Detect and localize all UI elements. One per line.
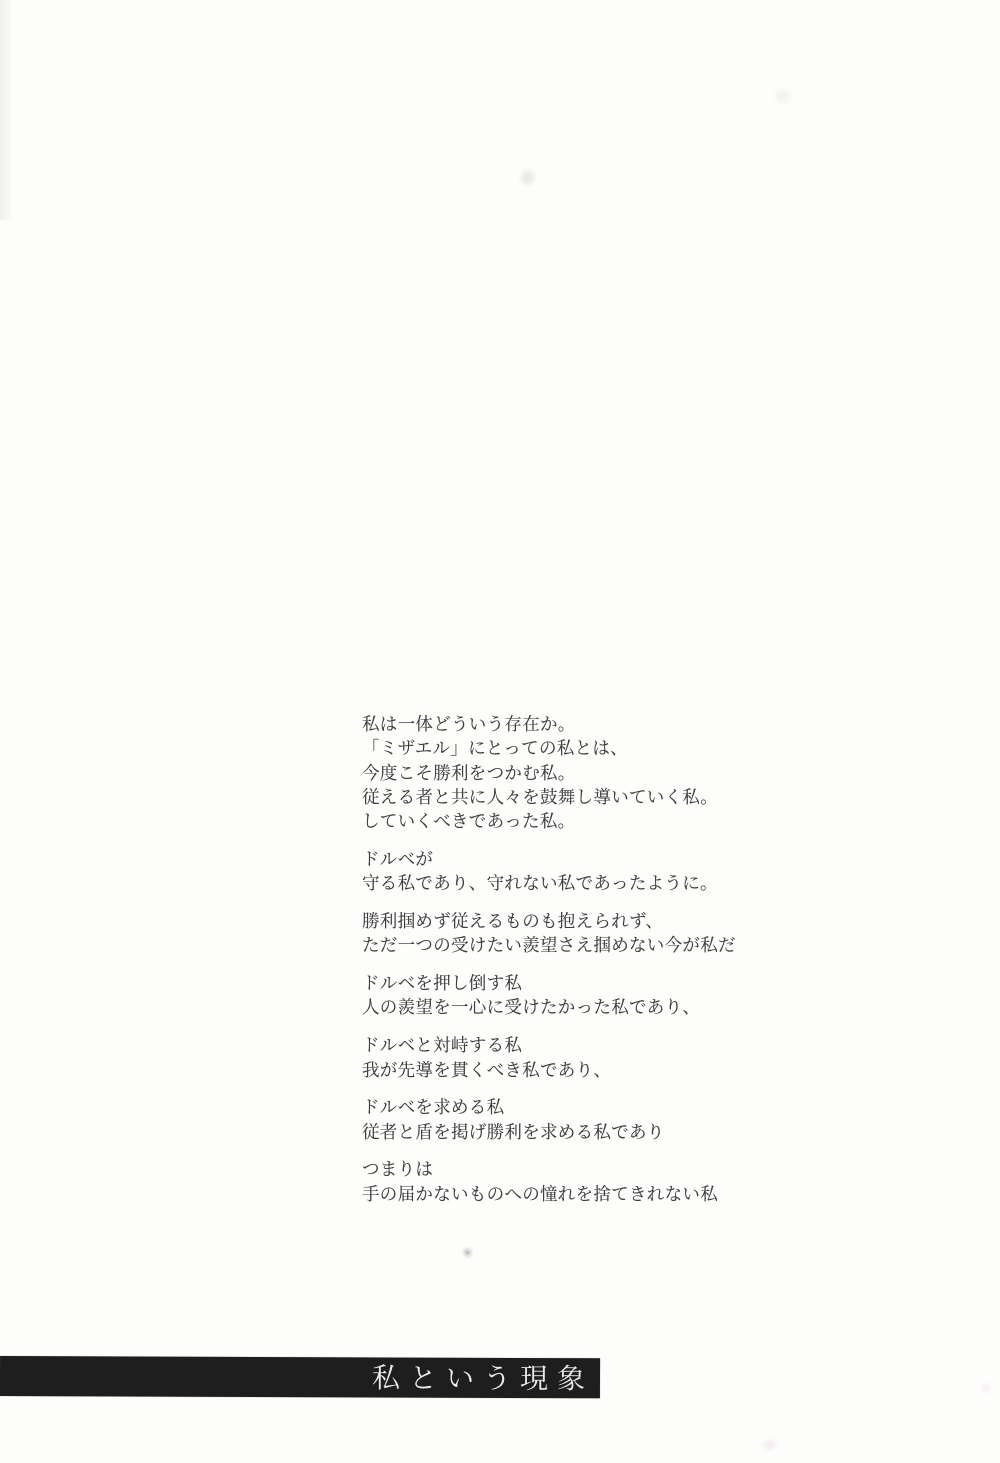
scan-edge-tint (0, 0, 14, 220)
poem-line: ドルベが (362, 848, 434, 869)
chapter-title: 私という現象 (371, 1362, 595, 1395)
poem-paragraph (362, 847, 736, 896)
scan-speck (982, 1384, 991, 1392)
scan-speck (521, 170, 534, 185)
poem-line: 勝利掴めず従えるものも抱えられず、 (362, 911, 664, 932)
poem-line: していくべきであった私。 (362, 811, 576, 832)
chapter-title-banner (0, 1356, 600, 1398)
poem-line: 今度こそ勝利をつかむ私。 (362, 762, 576, 783)
poem-line: 従者と盾を掲げ勝利を求める私であり (362, 1121, 665, 1142)
scan-speck (776, 90, 790, 103)
poem-paragraph (362, 909, 736, 958)
poem-line: ドルベを押し倒す私 (362, 973, 523, 994)
poem-line: 守る私であり、守れない私であったように。 (362, 873, 718, 894)
poem-paragraph (362, 1033, 736, 1082)
poem-line: 手の届かないものへの憧れを捨てきれない私 (362, 1183, 718, 1204)
poem-line: 我が先導を貫くべき私であり、 (362, 1059, 612, 1080)
poem-line: 私は一体どういう存在か。 (362, 714, 576, 734)
poem-line: 「ミザエル」にとっての私とは、 (362, 738, 628, 759)
poem-line: ドルベを求める私 (362, 1097, 505, 1118)
poem-line: ただ一つの受けたい羨望さえ掴めない今が私だ (362, 935, 736, 956)
poem-line: つまりは (362, 1159, 434, 1180)
poem-line: ドルベと対峙する私 (362, 1035, 523, 1056)
poem-paragraph (362, 712, 736, 833)
scan-speck (764, 1440, 776, 1450)
poem-text-block (362, 712, 736, 1220)
scan-speck (466, 1251, 469, 1254)
poem-paragraph (362, 971, 736, 1020)
poem-paragraph (362, 1095, 736, 1144)
poem-line: 従える者と共に人々を鼓舞し導いていく私。 (362, 786, 718, 807)
scan-speck (463, 1248, 472, 1257)
poem-paragraph (362, 1157, 736, 1206)
poem-line: 人の羨望を一心に受けたかった私であり、 (362, 997, 701, 1018)
